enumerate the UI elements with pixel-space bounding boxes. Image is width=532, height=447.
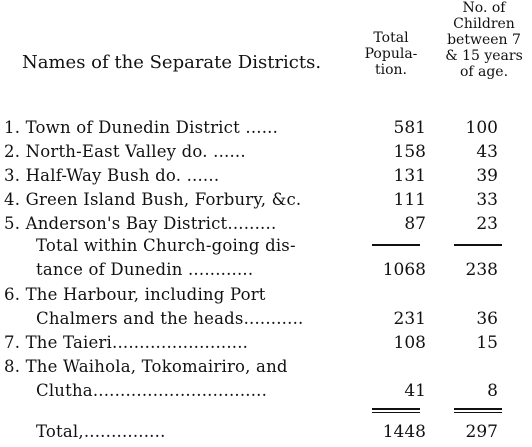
children-value: 297 <box>465 422 498 442</box>
district-label: 4. Green Island Bush, Forbury, &c. <box>4 190 302 209</box>
children-value: 15 <box>476 333 498 353</box>
district-label-line1: 6. The Harbour, including Port <box>4 285 266 304</box>
subtotal-label-line2: tance of Dunedin ............ <box>36 260 254 279</box>
column-rule <box>454 412 502 413</box>
subtotal-label-line1: Total within Church-going dis- <box>36 236 296 255</box>
district-label: 1. Town of Dunedin District ...... <box>4 118 279 137</box>
children-column-header: No. of Children between 7 & 15 years of age. <box>445 0 523 80</box>
population-value: 158 <box>393 142 426 162</box>
children-value: 36 <box>476 309 498 329</box>
children-value: 39 <box>476 166 498 186</box>
district-label-line1: 8. The Waihola, Tokomairiro, and <box>4 357 288 376</box>
total-label: Total,............... <box>36 422 166 441</box>
district-label: 3. Half-Way Bush do. ...... <box>4 166 220 185</box>
district-label: 5. Anderson's Bay District......... <box>4 214 277 233</box>
children-value: 23 <box>476 214 498 234</box>
children-value: 33 <box>476 190 498 210</box>
children-value: 8 <box>487 381 498 401</box>
population-value: 581 <box>393 118 426 138</box>
population-value: 108 <box>393 333 426 353</box>
district-label-line2: Clutha................................ <box>36 381 268 400</box>
children-value: 43 <box>476 142 498 162</box>
population-value: 1068 <box>382 260 426 280</box>
column-rule <box>454 244 502 246</box>
column-rule <box>372 408 420 410</box>
column-rule <box>372 244 420 246</box>
population-value: 1448 <box>382 422 426 442</box>
population-value: 111 <box>393 190 426 210</box>
children-value: 100 <box>465 118 498 138</box>
names-column-header: Names of the Separate Districts. <box>22 52 322 73</box>
column-rule <box>454 408 502 410</box>
district-label: 2. North-East Valley do. ...... <box>4 142 246 161</box>
population-column-header: Total Popula- tion. <box>364 30 418 78</box>
population-value: 87 <box>404 214 426 234</box>
population-value: 131 <box>393 166 426 186</box>
district-label-line2: Chalmers and the heads........... <box>36 309 304 328</box>
population-value: 231 <box>393 309 426 329</box>
children-value: 238 <box>465 260 498 280</box>
population-value: 41 <box>404 381 426 401</box>
district-label: 7. The Taieri......................... <box>4 333 249 352</box>
column-rule <box>372 412 420 413</box>
